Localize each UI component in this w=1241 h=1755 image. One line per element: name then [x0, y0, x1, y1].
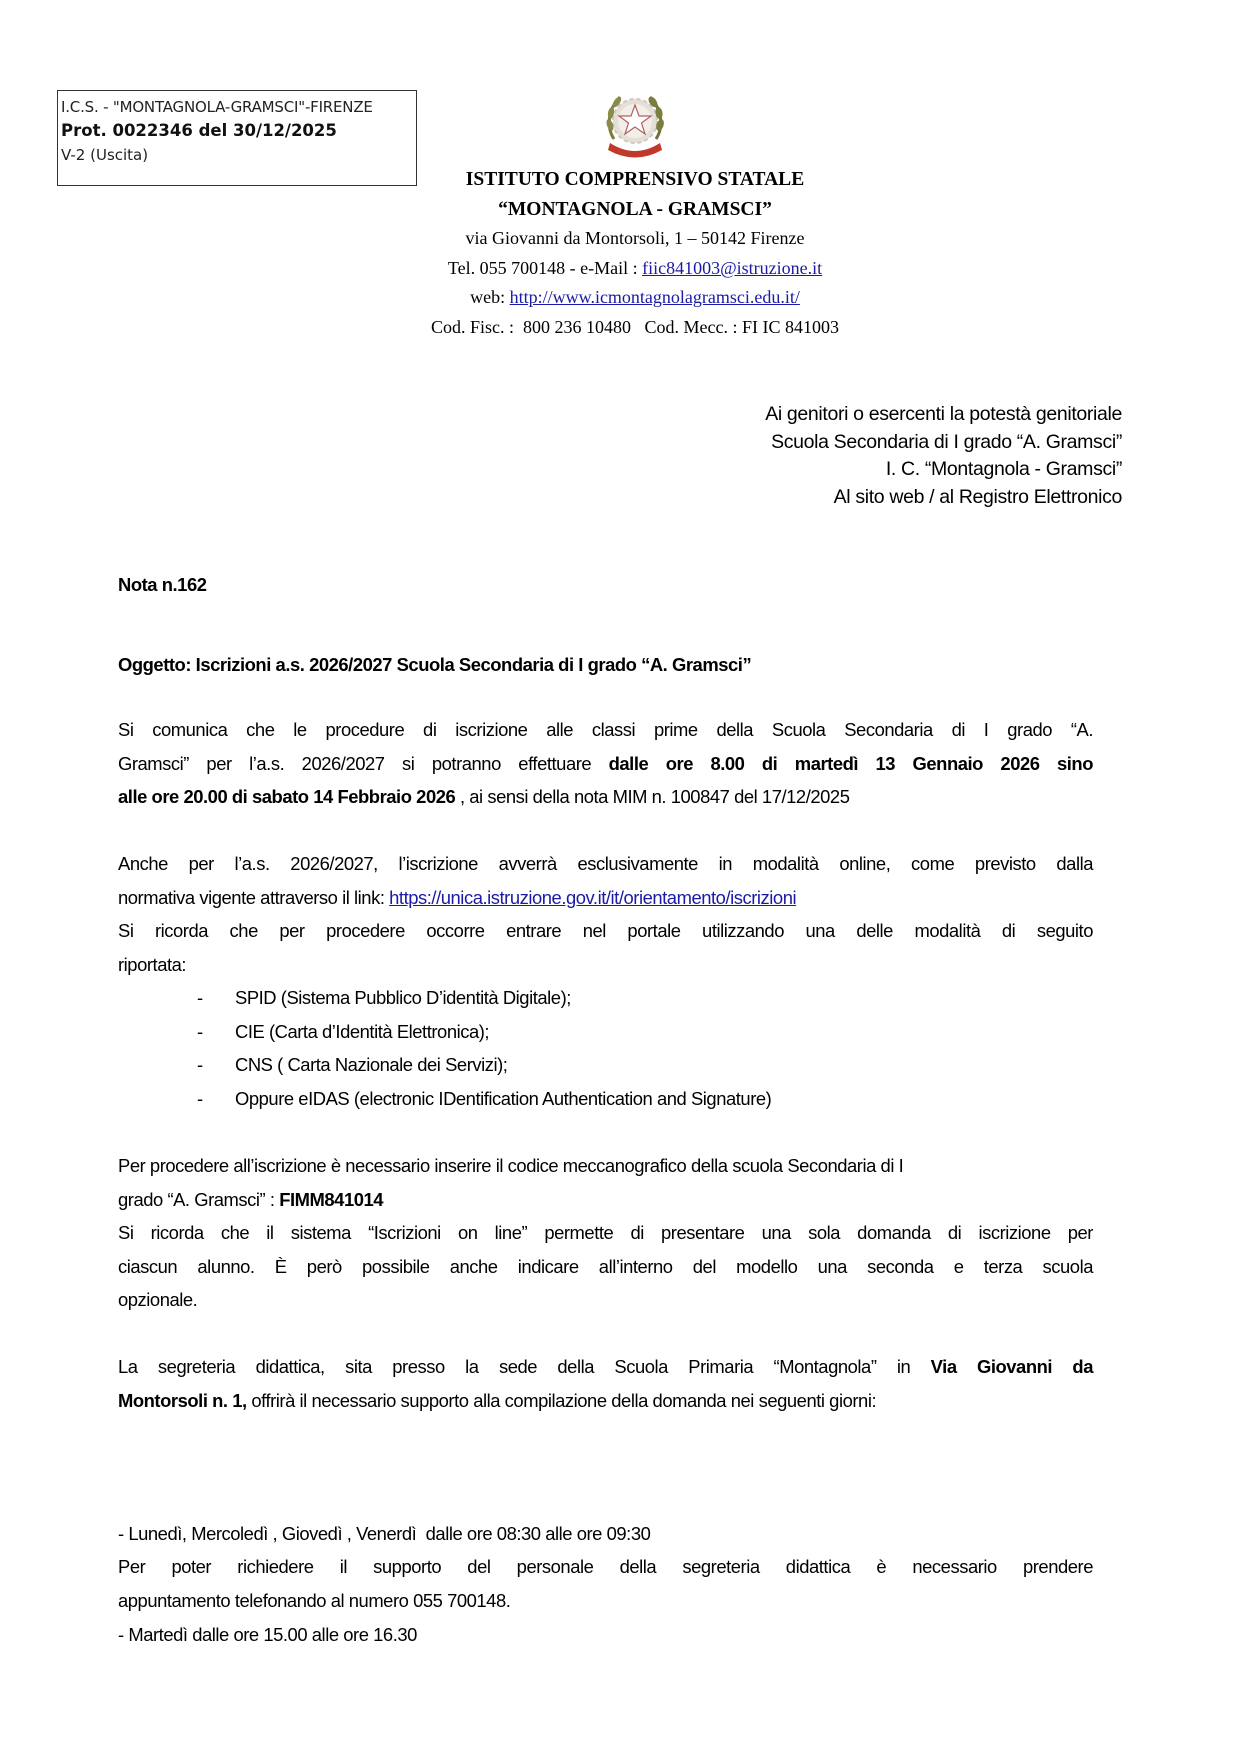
- school-code: FIMM841014: [279, 1188, 384, 1210]
- addressee-line: I. C. “Montagnola - Gramsci”: [885, 458, 1122, 480]
- schedule-item: - Lunedì, Mercoledì , Giovedì , Venerdì dalle ore 08:30 alle ore 09:30: [118, 1523, 651, 1544]
- access-method-spid: SPID (Sistema Pubblico D’identità Digitale);: [235, 987, 571, 1008]
- text-span: offrirà il necessario supporto alla compilazione della domanda nei seguenti giorni:: [246, 1389, 877, 1411]
- stamp-institute: I.C.S. - "MONTAGNOLA-GRAMSCI"-FIRENZE: [61, 98, 373, 116]
- text-line: Per procedere all’iscrizione è necessario inserire il codice meccanografico della scuola Secondaria di I: [118, 1155, 904, 1176]
- institute-subname: “MONTAGNOLA - GRAMSCI”: [498, 198, 772, 220]
- text-span: grado “A. Gramsci” :: [118, 1188, 280, 1210]
- stamp-classification: V-2 (Uscita): [61, 146, 149, 164]
- letterhead: [335, 165, 935, 343]
- text-span: , ai sensi della nota MIM n. 100847 del 17/12/2025: [455, 786, 850, 807]
- access-method-cie: CIE (Carta d’Identità Elettronica);: [235, 1020, 490, 1042]
- bullet-dash: -: [197, 1087, 203, 1109]
- office-address: Via Giovanni da: [930, 1356, 1093, 1377]
- enrollment-portal-link[interactable]: https://unica.istruzione.gov.it/it/orientamento/iscrizioni: [389, 886, 797, 908]
- text-line: Si ricorda che il sistema “Iscrizioni on line” permette di presentare una sola domanda di iscrizione per: [118, 1222, 1093, 1243]
- paragraph-appointment: [118, 1550, 1093, 1617]
- addressee-line: Al sito web / al Registro Elettronico: [833, 485, 1122, 508]
- email-link[interactable]: fiic841003@istruzione.it: [642, 257, 823, 278]
- text-line: appuntamento telefonando al numero 055 700148.: [118, 1589, 511, 1611]
- text-span: normativa vigente attraverso il link:: [118, 886, 390, 908]
- institute-name: ISTITUTO COMPRENSIVO STATALE: [465, 169, 805, 190]
- contact-line: [335, 254, 935, 284]
- stamp-protocol-number: Prot. 0022346 del 30/12/2025: [61, 121, 337, 140]
- access-method-eidas: Oppure eIDAS (electronic IDentification Authentication and Signature): [235, 1087, 772, 1109]
- list-item: [118, 981, 1093, 1015]
- schedule-item: - Martedì dalle ore 15.00 alle ore 16.30: [118, 1623, 417, 1645]
- paragraph-online-enrollment: [118, 847, 1093, 1115]
- text-span: La segreteria didattica, sita presso la sede della Scuola Primaria “Montagnola” in: [118, 1356, 931, 1377]
- addressee-block: [600, 401, 1122, 511]
- italian-republic-emblem-icon: [600, 87, 670, 159]
- paragraph-enrollment-dates: [118, 713, 1093, 814]
- bullet-dash: -: [197, 1054, 203, 1075]
- website-link[interactable]: http://www.icmontagnolagramsci.edu.it/: [509, 287, 800, 308]
- enrollment-end-date: alle ore 20.00 di sabato 14 Febbraio 2026: [118, 786, 456, 807]
- bullet-dash: -: [197, 987, 203, 1008]
- office-address-cont: Montorsoli n. 1,: [118, 1389, 247, 1411]
- list-item: [118, 1015, 1093, 1049]
- web-label: web:: [470, 287, 510, 308]
- fiscal-codes: Cod. Fisc. : 800 236 10480 Cod. Mecc. : FI IC 841003: [431, 316, 839, 337]
- note-number: Nota n.162: [118, 574, 207, 595]
- text-span: Gramsci” per l’a.s. 2026/2027 si potranno effettuare: [118, 752, 609, 774]
- phone-label: Tel. 055 700148 - e-Mail :: [447, 257, 643, 278]
- text-line: [118, 747, 1093, 781]
- subject-line: Oggetto: Iscrizioni a.s. 2026/2027 Scuola Secondaria di I grado “A. Gramsci”: [118, 654, 752, 675]
- text-line: riportata:: [118, 953, 187, 975]
- list-item: [118, 1048, 1093, 1082]
- text-line: Si comunica che le procedure di iscrizione alle classi prime della Scuola Secondaria di I grado “A.: [118, 719, 1093, 740]
- addressee-line: Scuola Secondaria di I grado “A. Gramsci”: [771, 430, 1122, 453]
- paragraph-office-support: [118, 1350, 1093, 1417]
- text-line: ciascun alunno. È però possibile anche indicare all’interno del modello una seconda e terza scuola: [118, 1255, 1093, 1277]
- paragraph-school-code: [118, 1149, 1093, 1317]
- text-line: Si ricorda che per procedere occorre entrare nel portale utilizzando una delle modalità di seguito: [118, 920, 1093, 941]
- text-line: opzionale.: [118, 1289, 198, 1310]
- web-line: [335, 283, 935, 313]
- text-line: Per poter richiedere il supporto del personale della segreteria didattica è necessario prendere: [118, 1556, 1093, 1577]
- addressee-line: Ai genitori o esercenti la potestà genitoriale: [765, 403, 1122, 425]
- text-line: [118, 1183, 1093, 1217]
- text-line: [118, 780, 1093, 814]
- bullet-dash: -: [197, 1020, 203, 1042]
- access-method-cns: CNS ( Carta Nazionale dei Servizi);: [235, 1054, 508, 1075]
- text-line: [118, 1384, 1093, 1418]
- text-line: [118, 881, 1093, 915]
- list-item: [118, 1082, 1093, 1116]
- text-line: Anche per l’a.s. 2026/2027, l’iscrizione avverrà esclusivamente in modalità online, come previsto dalla: [118, 853, 1093, 874]
- enrollment-start-date: dalle ore 8.00 di martedì 13 Gennaio 2026 sino: [608, 752, 1093, 774]
- institute-address: via Giovanni da Montorsoli, 1 – 50142 Firenze: [465, 228, 805, 249]
- text-line: [118, 1350, 1093, 1384]
